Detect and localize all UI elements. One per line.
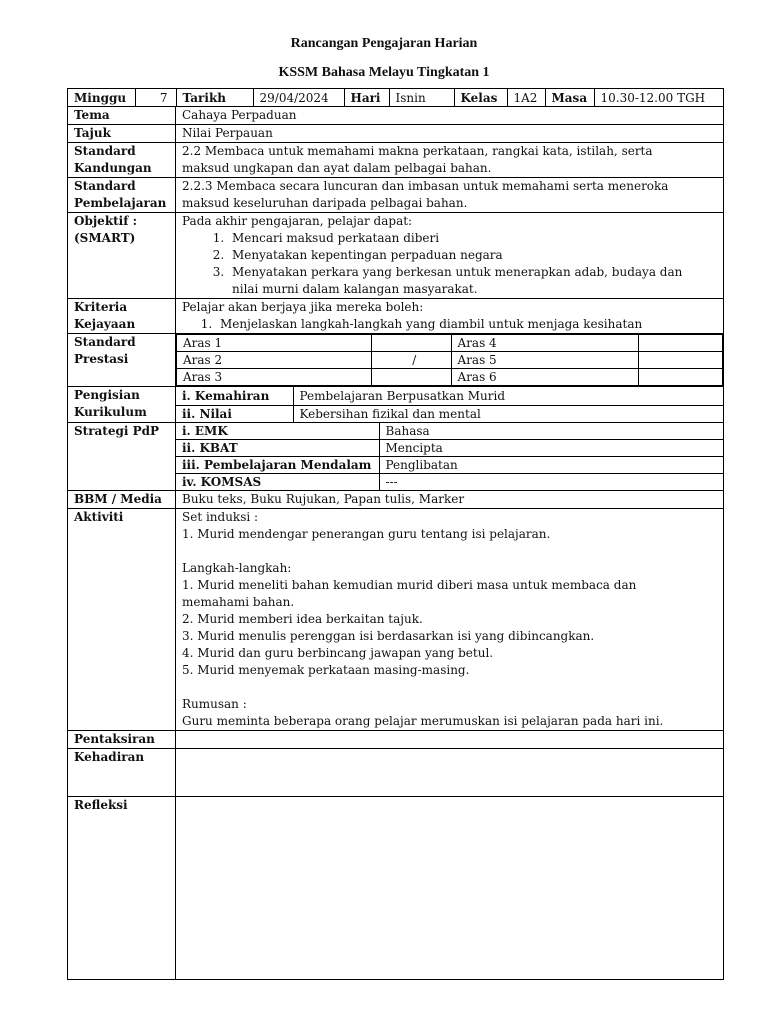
refleksi-value [176, 797, 724, 980]
langkah-step: 1. Murid meneliti bahan kemudian murid diberi masa untuk membaca dan memahami bahan. [182, 578, 637, 609]
masa-value: 10.30-12.00 TGH [594, 89, 723, 106]
emk-value: Bahasa [379, 423, 723, 440]
objektif-item: 2. Menyatakan kepentingan perpaduan negara [228, 247, 695, 264]
objektif-row [68, 213, 724, 299]
aktiviti-row [68, 509, 724, 731]
langkah-step: 4. Murid dan guru berbincang jawapan yang betul. [182, 646, 494, 660]
tajuk-row [68, 125, 724, 143]
kelas-label: Kelas [454, 89, 507, 106]
refleksi-row [68, 797, 724, 980]
standard-pembelajaran-row [68, 178, 724, 213]
standard-kandungan-label-1: Standard [74, 144, 136, 158]
pengisian-inner-table [176, 387, 723, 422]
objektif-content [176, 213, 724, 299]
kriteria-row [68, 299, 724, 334]
standard-prestasi-label-1: Standard [74, 335, 136, 349]
aras-5-label: Aras 5 [451, 352, 639, 369]
kbat-value: Mencipta [379, 440, 723, 457]
pentaksiran-row [68, 731, 724, 749]
objektif-list [182, 230, 695, 298]
aras-4-label: Aras 4 [451, 335, 639, 352]
objektif-label [68, 213, 176, 299]
strategi-row [68, 423, 724, 491]
standard-kandungan-label [68, 143, 176, 178]
kelas-value: 1A2 [507, 89, 545, 106]
tema-label: Tema [68, 107, 176, 125]
standard-prestasi-label [68, 334, 176, 387]
masa-label: Masa [545, 89, 594, 106]
langkah-heading: Langkah-langkah: [182, 561, 292, 575]
kriteria-intro: Pelajar akan berjaya jika mereka boleh: [182, 300, 424, 314]
objektif-item: 3. Menyatakan perkara yang berkesan untuk menerapkan adab, budaya dan nilai murni dalam kalangan masyarakat. [228, 264, 695, 298]
strategi-content [176, 423, 724, 491]
kehadiran-value [176, 749, 724, 797]
aktiviti-content [176, 509, 724, 731]
lesson-plan-table [67, 88, 724, 980]
langkah-step: 5. Murid menyemak perkataan masing-masing. [182, 663, 470, 677]
aras-6-mark [639, 369, 723, 386]
objektif-item: 1. Mencari maksud perkataan diberi [228, 230, 695, 247]
objektif-label-1: Objektif : [74, 214, 138, 228]
standard-pembelajaran-label [68, 178, 176, 213]
standard-prestasi-content [176, 334, 724, 387]
tema-row [68, 107, 724, 125]
pengisian-label-1: Pengisian [74, 388, 140, 402]
standard-pembelajaran-value: 2.2.3 Membaca secara luncuran dan imbasan untuk memahami serta meneroka maksud keseluruhan daripada pelbagai bahan. [176, 178, 724, 213]
hari-value: Isnin [389, 89, 454, 106]
kehadiran-label: Kehadiran [68, 749, 176, 797]
kriteria-content [176, 299, 724, 334]
hari-label: Hari [344, 89, 389, 106]
kriteria-label-1: Kriteria [74, 300, 128, 314]
rumusan-heading: Rumusan : [182, 697, 247, 711]
aras-1-label: Aras 1 [177, 335, 372, 352]
pengisian-label-2: Kurikulum [74, 405, 147, 419]
kbat-label: ii. KBAT [176, 440, 379, 457]
aras-6-label: Aras 6 [451, 369, 639, 386]
kriteria-item: 1. Menjelaskan langkah-langkah yang diambil untuk menjaga kesihatan [216, 316, 723, 333]
bbm-label: BBM / Media [68, 491, 176, 509]
objektif-intro: Pada akhir pengajaran, pelajar dapat: [182, 214, 413, 228]
pengisian-row [68, 387, 724, 423]
nilai-label: ii. Nilai [176, 405, 293, 422]
minggu-value: 7 [135, 89, 176, 106]
kemahiran-label: i. Kemahiran [176, 387, 293, 405]
tarikh-label: Tarikh [176, 89, 253, 106]
pentaksiran-label: Pentaksiran [68, 731, 176, 749]
komsas-label: iv. KOMSAS [176, 474, 379, 491]
pengisian-label [68, 387, 176, 423]
langkah-step: 2. Murid memberi idea berkaitan tajuk. [182, 612, 423, 626]
standard-prestasi-row [68, 334, 724, 387]
standard-kandungan-label-2: Kandungan [74, 161, 152, 175]
tarikh-value: 29/04/2024 [253, 89, 344, 106]
aras-3-label: Aras 3 [177, 369, 372, 386]
kriteria-label [68, 299, 176, 334]
aras-5-mark [639, 352, 723, 369]
nilai-value: Kebersihan fizikal dan mental [293, 405, 723, 422]
aras-1-mark [372, 335, 451, 352]
kriteria-label-2: Kejayaan [74, 317, 136, 331]
minggu-label: Minggu [68, 89, 135, 106]
standard-pembelajaran-label-2: Pembelajaran [74, 196, 167, 210]
kriteria-list [182, 316, 723, 333]
pembelajaran-mendalam-value: Penglibatan [379, 457, 723, 474]
aras-2-mark: / [372, 352, 451, 369]
langkah-step: 3. Murid menulis perenggan isi berdasarkan isi yang dibincangkan. [182, 629, 595, 643]
kemahiran-value: Pembelajaran Berpusatkan Murid [293, 387, 723, 405]
aras-4-mark [639, 335, 723, 352]
standard-kandungan-value: 2.2 Membaca untuk memahami makna perkataan, rangkai kata, istilah, serta maksud ungkapan dan ayat dalam pelbagai bahan. [176, 143, 724, 178]
tema-value: Cahaya Perpaduan [176, 107, 724, 125]
pengisian-content [176, 387, 724, 423]
pentaksiran-value [176, 731, 724, 749]
standard-pembelajaran-label-1: Standard [74, 179, 136, 193]
aktiviti-label: Aktiviti [68, 509, 176, 731]
header-inner-table [68, 89, 723, 106]
document-title: Rancangan Pengajaran Harian [290, 36, 478, 51]
tajuk-label: Tajuk [68, 125, 176, 143]
standard-prestasi-label-2: Prestasi [74, 352, 129, 366]
set-induksi-heading: Set induksi : [182, 510, 259, 524]
rumusan-step: Guru meminta beberapa orang pelajar merumuskan isi pelajaran pada hari ini. [182, 714, 664, 728]
kehadiran-row [68, 749, 724, 797]
emk-label: i. EMK [176, 423, 379, 440]
pembelajaran-mendalam-label: iii. Pembelajaran Mendalam [176, 457, 379, 474]
objektif-label-2: (SMART) [74, 231, 136, 245]
induksi-step: 1. Murid mendengar penerangan guru tentang isi pelajaran. [182, 527, 551, 541]
header-row [68, 89, 724, 107]
aras-3-mark [372, 369, 451, 386]
komsas-value: --- [379, 474, 723, 491]
bbm-value: Buku teks, Buku Rujukan, Papan tulis, Marker [176, 491, 724, 509]
aras-table [176, 334, 723, 386]
document-subtitle: KSSM Bahasa Melayu Tingkatan 1 [278, 65, 490, 80]
strategi-label: Strategi PdP [68, 423, 176, 491]
strategi-inner-table [176, 423, 723, 490]
bbm-row [68, 491, 724, 509]
aras-2-label: Aras 2 [177, 352, 372, 369]
refleksi-label: Refleksi [68, 797, 176, 980]
standard-kandungan-row [68, 143, 724, 178]
tajuk-value: Nilai Perpauan [176, 125, 724, 143]
